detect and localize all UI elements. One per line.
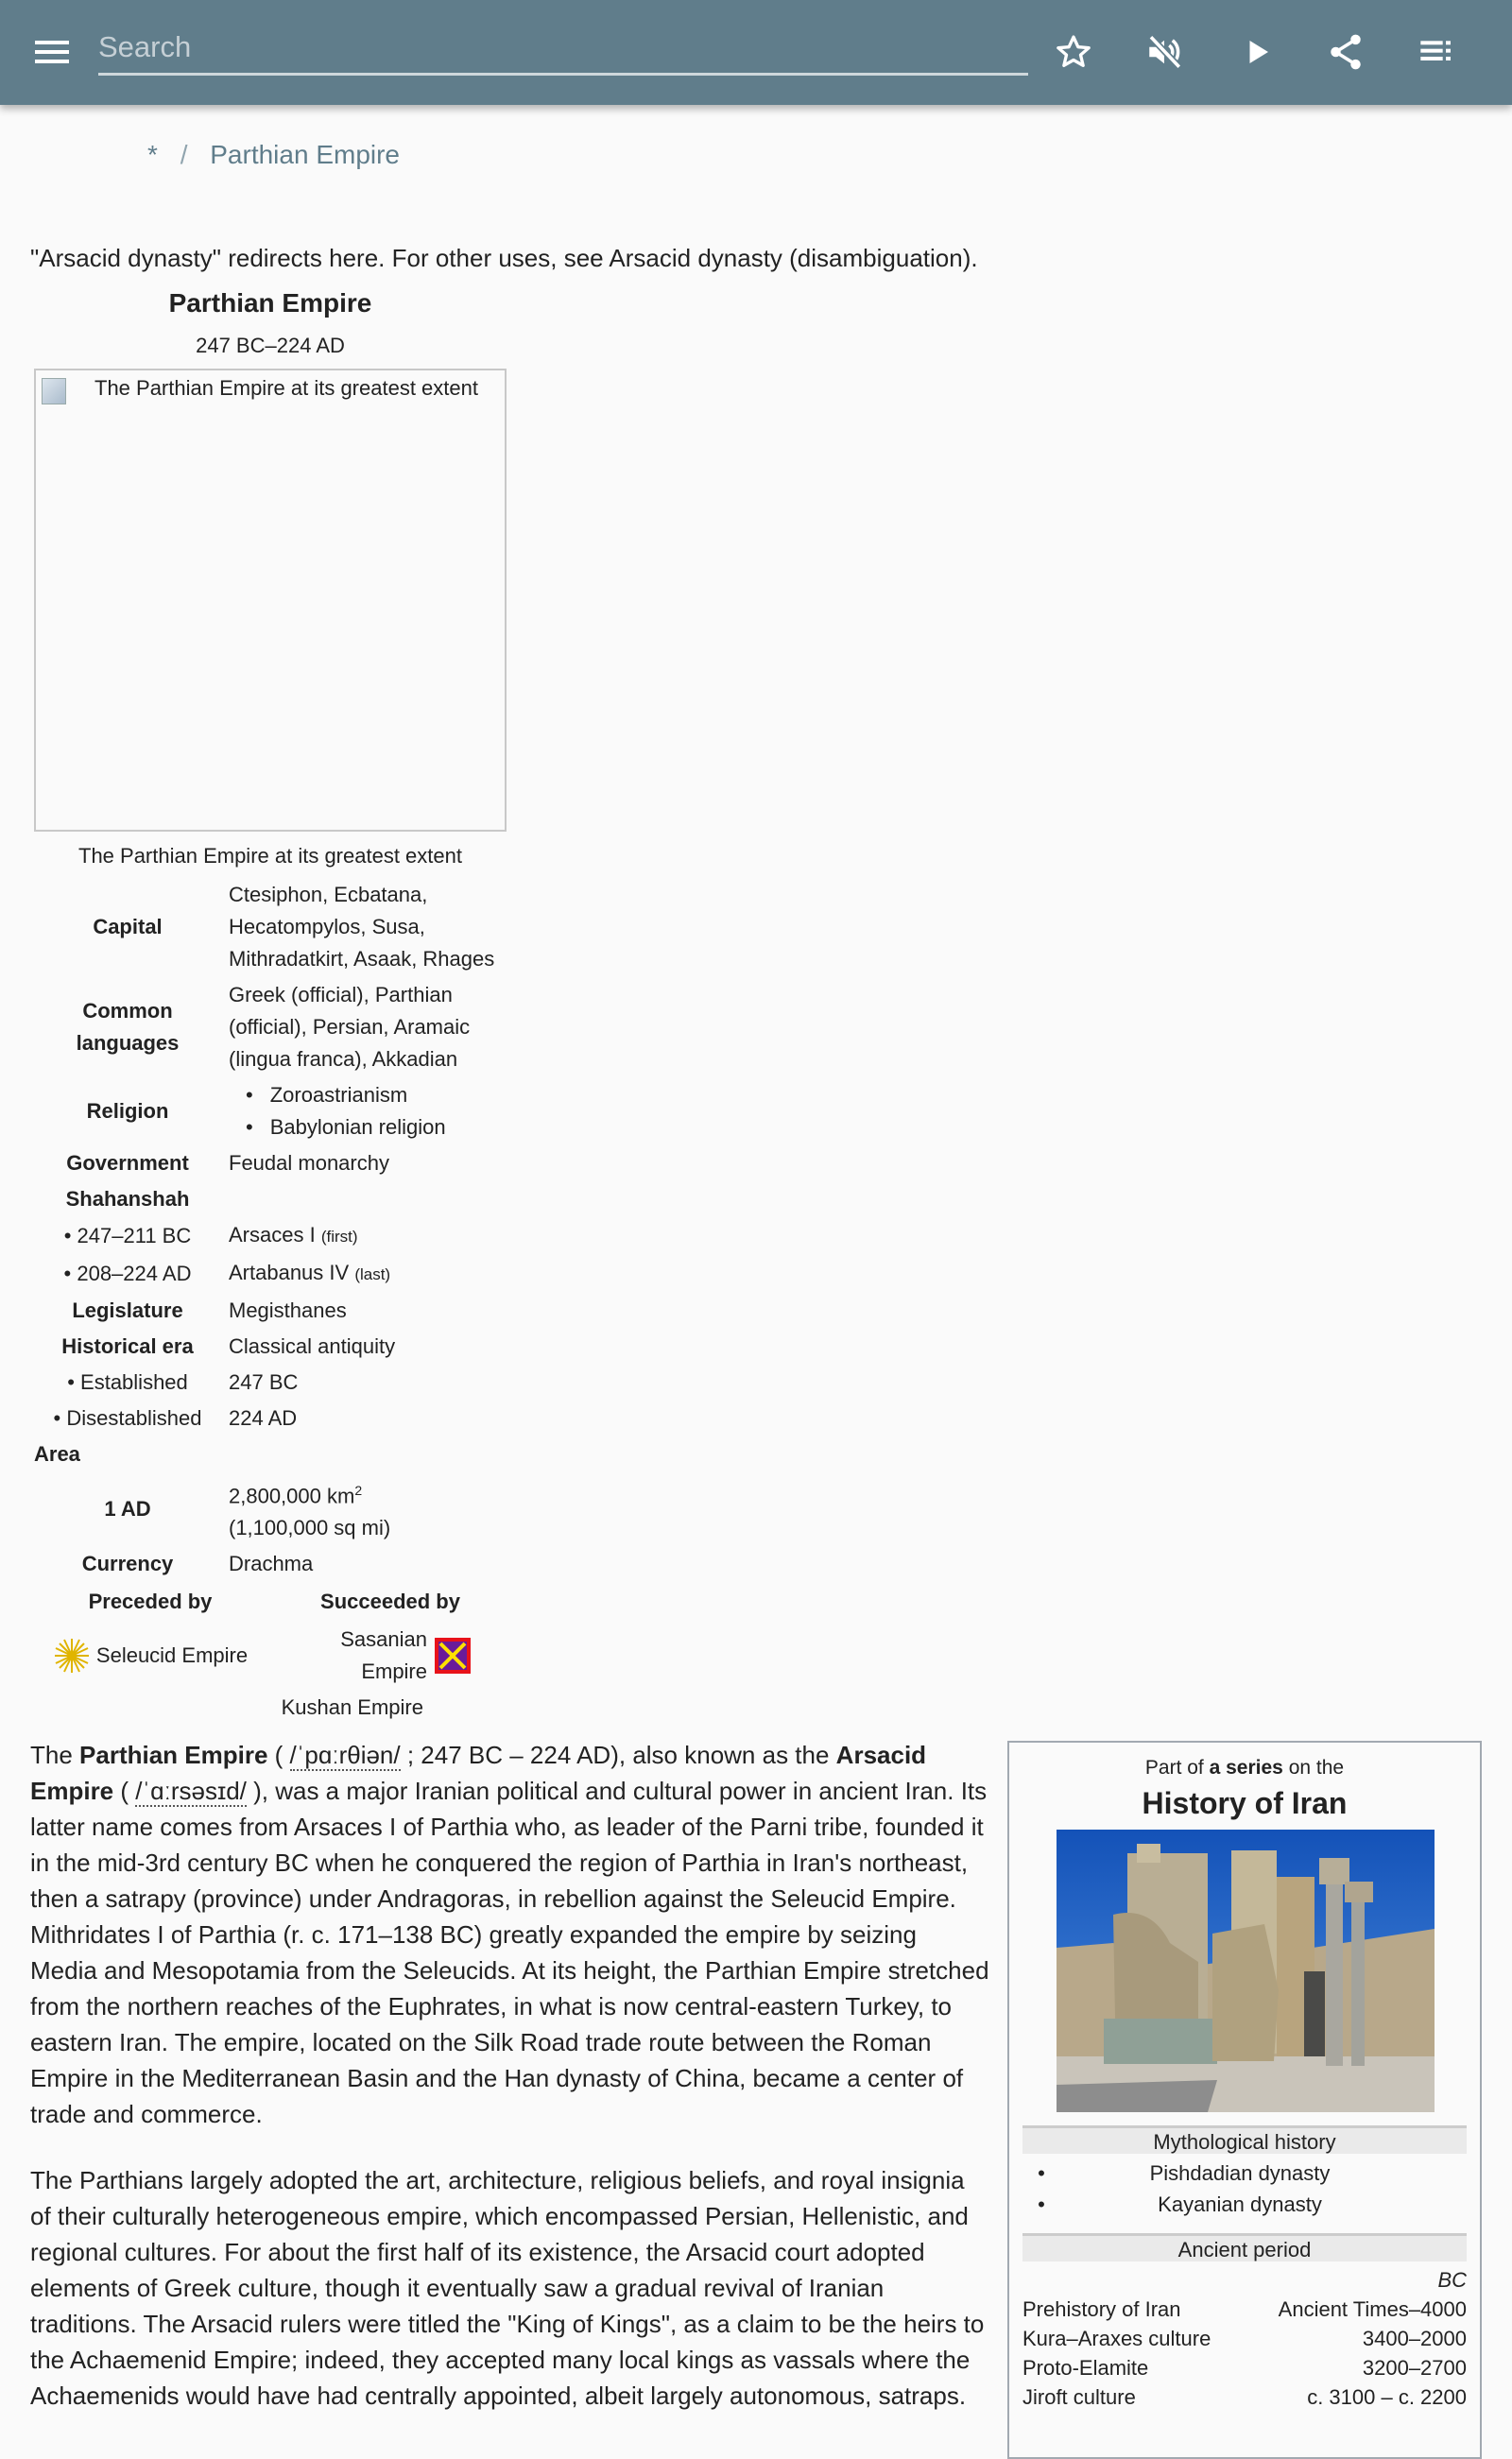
row-languages — [30, 977, 510, 1077]
legislature-value[interactable]: Megisthanes — [229, 1298, 347, 1322]
capital-value[interactable]: Mithradatkirt, Asaak, Rhages — [229, 947, 495, 971]
row-ruler — [30, 1255, 510, 1293]
row-religion — [30, 1077, 510, 1145]
succession — [30, 1586, 510, 1618]
text: on the — [1282, 1757, 1345, 1779]
row-area — [30, 1436, 510, 1472]
persepolis-gate-image[interactable] — [1057, 1830, 1435, 2112]
playlist-icon[interactable] — [1415, 30, 1458, 74]
period-dates: 3400–2000 — [1362, 2327, 1467, 2350]
preceded-label: Preceded by — [88, 1590, 213, 1614]
infobox-title: Parthian Empire — [168, 288, 372, 318]
row-legislature — [30, 1293, 510, 1329]
period-name[interactable]: Kura–Araxes culture — [1022, 2327, 1211, 2350]
preceded-link[interactable] — [30, 1624, 270, 1688]
paragraph — [30, 1737, 989, 2132]
vergina-sun-icon — [53, 1637, 91, 1675]
text: ( — [267, 1741, 290, 1769]
breadcrumb — [147, 140, 415, 170]
period-row[interactable] — [1022, 2353, 1467, 2382]
period-row[interactable] — [1022, 2382, 1467, 2412]
period-row[interactable] — [1022, 2324, 1467, 2353]
label: Common languages — [76, 999, 180, 1055]
label: Historical era — [61, 1334, 194, 1358]
row-currency — [30, 1546, 510, 1582]
sasanian-flag-icon — [435, 1638, 471, 1674]
series-intro — [1009, 1754, 1480, 1782]
label: Religion — [86, 1099, 169, 1123]
broken-image-icon — [42, 378, 66, 404]
text: ), was a major Iranian political and cultural power in ancient Iran. Its latter name comes from Arsaces I of Parthia who, as leader of the Parni tribe, founded it in the mid-3rd century BC when he conquered the region of Parthia in Iran's northeast, then a satrapy (province) under Andragoras, in rebellion against the Seleucid Empire. Mithridates I of Parthia (r. c. 171–138 BC) greatly expanded the empire by seizing Media and Mesopotamia from the Seleucids. At its height, the Parthian Empire stretched from the northern reaches of the Euphrates, in what is now central-eastern Turkey, to eastern Iran. The empire, located on the Silk Road trade route between the Roman Empire in the Mediterranean Basin and the Han dynasty of China, became a center of trade and commerce. — [30, 1777, 989, 2128]
ruler-note: (last) — [354, 1265, 391, 1283]
label: • Disestablished — [53, 1406, 202, 1430]
series-sidebar — [1007, 1741, 1482, 2459]
label: Capital — [93, 915, 163, 938]
label: Government — [66, 1151, 189, 1175]
period-row[interactable] — [1022, 2295, 1467, 2324]
text: The — [30, 1741, 80, 1769]
infobox-subtitle: 247 BC–224 AD — [196, 334, 345, 357]
ruler-name[interactable]: Artabanus IV — [229, 1261, 350, 1284]
period-name[interactable]: Jiroft culture — [1022, 2385, 1136, 2409]
area-sup: 2 — [354, 1483, 363, 1498]
currency-value[interactable]: Drachma — [229, 1552, 314, 1576]
bold-term: Arsacid Empire — [30, 1741, 927, 1805]
hatnote: "Arsacid dynasty" redirects here. For other uses, see Arsacid dynasty (disambiguation). — [30, 244, 978, 272]
list-item-label[interactable]: Pishdadian dynasty — [1149, 2161, 1331, 2185]
label: Shahanshah — [65, 1187, 190, 1211]
religion-item[interactable]: • Zoroastrianism — [246, 1079, 510, 1111]
ruler-name[interactable]: Arsaces I — [229, 1223, 316, 1247]
label: Legislature — [72, 1298, 183, 1322]
bold-term: Parthian Empire — [79, 1741, 268, 1769]
established-value: 247 BC — [229, 1370, 299, 1394]
share-icon[interactable] — [1324, 30, 1367, 74]
period-dates: Ancient Times–4000 — [1278, 2297, 1467, 2321]
capital-value[interactable]: Ctesiphon, Ecbatana, — [229, 883, 428, 906]
row-established — [30, 1365, 510, 1401]
languages-value: (official), Persian, Aramaic — [229, 1015, 471, 1039]
volume-off-icon[interactable] — [1143, 30, 1186, 74]
menu-icon[interactable] — [30, 30, 74, 74]
row-disestablished — [30, 1401, 510, 1436]
list-item[interactable]: • Pishdadian dynasty — [1022, 2158, 1467, 2189]
period-dates: c. 3100 – c. 2200 — [1307, 2385, 1467, 2409]
myth-list — [1022, 2158, 1467, 2220]
label: 1 AD — [104, 1497, 151, 1522]
list-item-label[interactable]: Kayanian dynasty — [1158, 2192, 1322, 2216]
play-icon[interactable] — [1235, 30, 1279, 74]
text: ; 247 BC – 224 AD), also known as the — [400, 1741, 836, 1769]
succeeded-label: Succeeded by — [320, 1590, 460, 1614]
era-unit: BC — [1437, 2268, 1467, 2292]
period-dates: 3200–2700 — [1362, 2356, 1467, 2380]
star-icon[interactable] — [1052, 30, 1095, 74]
row-shahanshah — [30, 1181, 510, 1217]
religion-item[interactable]: • Babylonian religion — [246, 1111, 510, 1144]
ruler-note: (first) — [320, 1228, 358, 1246]
period-name[interactable]: Proto-Elamite — [1022, 2356, 1149, 2380]
image-caption: The Parthian Empire at its greatest extent — [78, 844, 462, 868]
text: ( — [113, 1777, 136, 1805]
series-title[interactable]: History of Iran — [1142, 1786, 1348, 1820]
ruler-period: • 247–211 BC — [63, 1224, 192, 1247]
period-name[interactable]: Prehistory of Iran — [1022, 2297, 1181, 2321]
ipa-link[interactable]: /ˈɑːrsəsɪd/ — [135, 1777, 247, 1805]
area-mi: (1,100,000 sq mi) — [229, 1516, 391, 1540]
row-ruler — [30, 1217, 510, 1255]
label: Area — [34, 1442, 80, 1466]
series-link[interactable]: a series — [1209, 1757, 1283, 1779]
preceded-name[interactable]: Seleucid Empire — [95, 1643, 249, 1668]
breadcrumb-current[interactable]: Parthian Empire — [210, 140, 401, 169]
list-item[interactable]: • Kayanian dynasty — [1022, 2189, 1467, 2220]
government-value[interactable]: Feudal monarchy — [229, 1151, 389, 1175]
succeeded-link[interactable] — [270, 1624, 510, 1688]
text: Part of — [1144, 1757, 1210, 1779]
top-app-bar — [0, 0, 1512, 105]
era-value[interactable]: Classical antiquity — [229, 1334, 396, 1358]
ipa-link[interactable]: /ˈpɑːrθiən/ — [289, 1741, 401, 1769]
disestablished-value: 224 AD — [229, 1406, 298, 1430]
infobox-table — [30, 877, 510, 1582]
label: • Established — [67, 1370, 188, 1394]
label: Currency — [81, 1552, 174, 1576]
row-area-1ad — [30, 1472, 510, 1546]
row-era — [30, 1329, 510, 1365]
section-header: Ancient period — [1022, 2233, 1467, 2261]
languages-value: Greek (official), Parthian — [229, 983, 453, 1006]
row-capital — [30, 877, 510, 977]
row-government — [30, 1145, 510, 1181]
article-body — [30, 1737, 989, 2444]
languages-value: (lingua franca), Akkadian — [229, 1047, 458, 1071]
section-header: Mythological history — [1022, 2125, 1467, 2154]
breadcrumb-separator: / — [180, 140, 188, 169]
map-image[interactable] — [34, 369, 507, 832]
breadcrumb-home[interactable]: * — [147, 140, 158, 169]
infobox — [30, 284, 510, 1724]
paragraph: The Parthians largely adopted the art, architecture, religious beliefs, and royal insignia of their culturally heterogeneous empire, which encompassed Persian, Hellenistic, and regional cultures. For about the first half of its existence, the Arsacid court adopted elements of Greek culture, though it eventually saw a gradual revival of Iranian traditions. The Arsacid rulers were titled the "King of Kings", as a claim to be the heirs to the Achaemenid Empire; indeed, they accepted many local kings as vassals where the Achaemenids would have had centrally appointed, albeit largely autonomous, satraps. — [30, 2166, 985, 2410]
succeeded-name[interactable]: Sasanian Empire — [340, 1627, 427, 1684]
search-input[interactable] — [98, 21, 1028, 76]
area-km: 2,800,000 km — [229, 1484, 355, 1508]
ruler-period: • 208–224 AD — [63, 1262, 192, 1285]
image-alt-text: The Parthian Empire at its greatest extent — [94, 376, 478, 400]
capital-value[interactable]: Hecatompylos, Susa, — [229, 915, 425, 938]
succeeded-name[interactable]: Kushan Empire — [281, 1695, 423, 1720]
